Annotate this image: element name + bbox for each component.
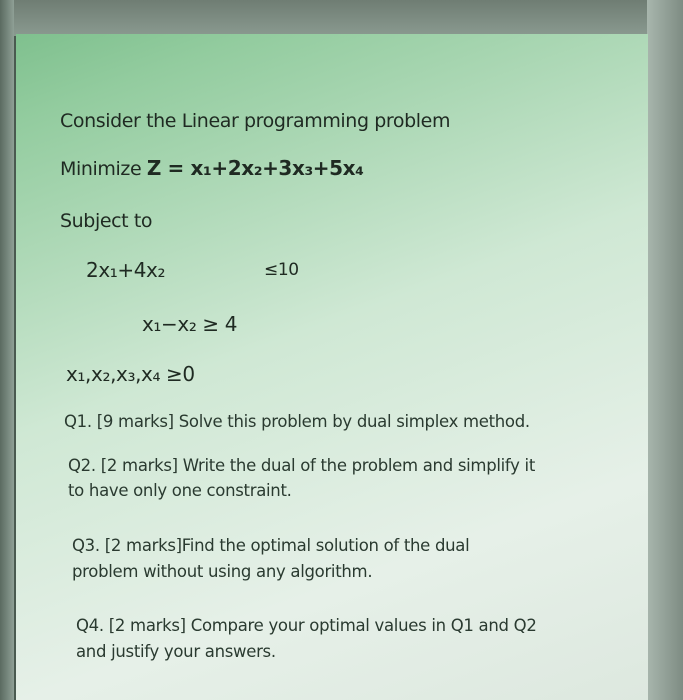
monitor-bezel-right: [647, 0, 683, 700]
objective-prefix: Minimize: [60, 158, 147, 180]
question-4-line1: Q4. [2 marks] Compare your optimal values in Q1 and Q2: [76, 616, 537, 635]
question-3-line1: Q3. [2 marks]Find the optimal solution of the dual: [72, 536, 470, 555]
subject-to-label: Subject to: [60, 210, 153, 232]
question-1: Q1. [9 marks] Solve this problem by dual simplex method.: [64, 412, 530, 431]
objective-expression: Z = x₁+2x₂+3x₃+5x₄: [146, 156, 364, 180]
question-3-line2: problem without using any algorithm.: [72, 562, 373, 581]
monitor-bezel-left: [0, 0, 14, 700]
document-screen: [16, 34, 648, 700]
question-2-line2: to have only one constraint.: [68, 481, 292, 500]
constraint2: x₁−x₂ ≥ 4: [142, 312, 238, 336]
objective-line: [60, 156, 364, 180]
constraint1-lhs: 2x₁+4x₂: [86, 258, 166, 282]
monitor-bezel-top: [0, 0, 683, 36]
nonnegativity-constraint: x₁,x₂,x₃,x₄ ≥0: [66, 362, 195, 386]
question-2-line1: Q2. [2 marks] Write the dual of the problem and simplify it: [68, 456, 536, 475]
problem-intro: Consider the Linear programming problem: [60, 110, 451, 132]
constraint1-rhs: ≤10: [264, 260, 299, 280]
question-4-line2: and justify your answers.: [76, 642, 276, 661]
